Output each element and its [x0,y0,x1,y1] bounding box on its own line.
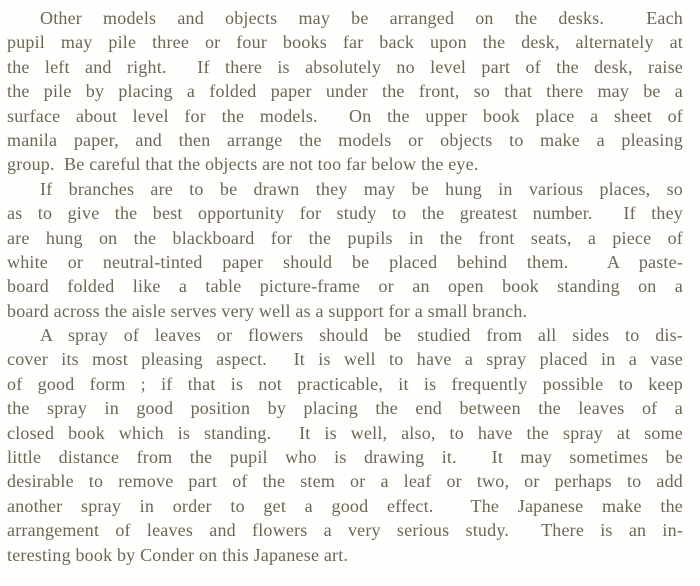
text-line: desirable to remove part of the stem or a leaf or two, or perhaps to add [7,471,683,492]
text-line: board across the aisle serves very well as a support for a small branch. [7,300,528,321]
text-line: the spray in good position by placing the end between the leaves of a [7,398,683,419]
text-line: white or neutral-tinted paper should be placed behind them. A paste- [7,251,683,272]
text-line: board folded like a table picture-frame or an open book standing on a [7,276,683,297]
text-line: surface about level for the models. On the upper book place a sheet of [7,105,683,126]
text-line: manila paper, and then arrange the models or objects to make a pleasing [7,129,683,150]
text-line: are hung on the blackboard for the pupils in the front seats, a piece of [7,227,683,248]
page-text [7,6,683,567]
text-line: the left and right. If there is absolutely no level part of the desk, raise [7,56,683,77]
text-line: teresting book by Conder on this Japanese art. [7,544,349,565]
text-line: group. Be careful that the objects are not too far below the eye. [7,154,479,175]
text-line: of good form ; if that is not practicable, it is frequently possible to keep [7,373,683,394]
text-line: little distance from the pupil who is drawing it. It may sometimes be [7,447,683,468]
text-line: arrangement of leaves and flowers a very serious study. There is an in- [7,520,683,541]
text-line: A spray of leaves or flowers should be studied from all sides to dis- [40,325,683,346]
text-line: another spray in order to get a good effect. The Japanese make the [7,495,683,516]
text-line: Other models and objects may be arranged on the desks. Each [40,8,683,28]
text-line: cover its most pleasing aspect. It is well to have a spray placed in a vase [7,349,683,370]
text-line: the pile by placing a folded paper under the front, so that there may be a [7,81,683,102]
text-line: closed book which is standing. It is well, also, to have the spray at some [7,422,683,443]
text-line: as to give the best opportunity for study to the greatest number. If they [7,203,683,224]
text-line: If branches are to be drawn they may be hung in various places, so [40,178,683,199]
text-line: pupil may pile three or four books far back upon the desk, alternately at [7,32,683,53]
